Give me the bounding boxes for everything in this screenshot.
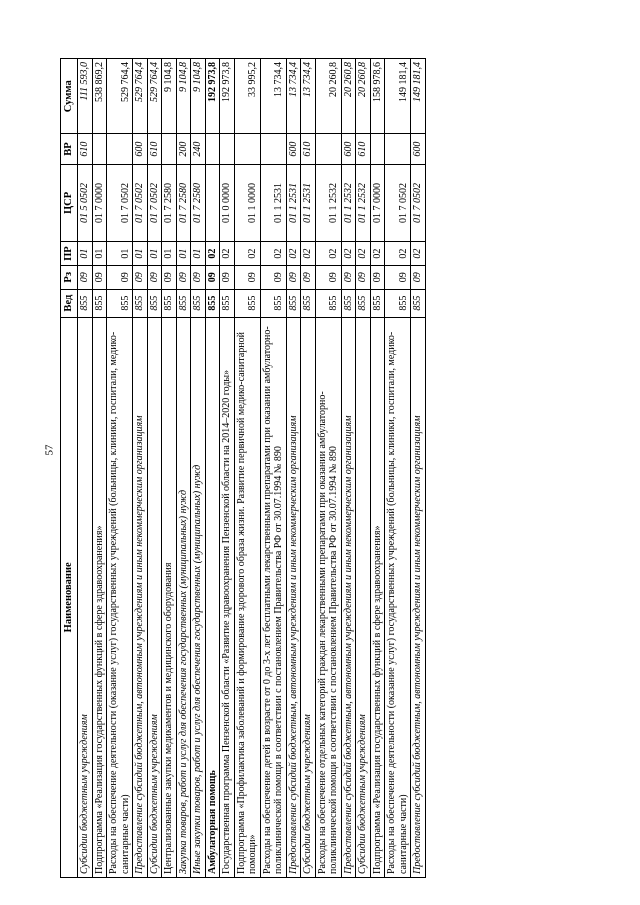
cell-ved: 855 <box>78 289 93 317</box>
cell-sum: 149 181,4 <box>385 59 411 134</box>
cell-name: Субсидии бюджетным учреждениям <box>301 317 316 877</box>
cell-sum: 9 104,8 <box>162 59 177 134</box>
cell-vr <box>162 134 177 164</box>
header-vr: ВР <box>61 134 78 164</box>
cell-pr: 01 <box>191 242 206 266</box>
cell-rz: 09 <box>92 265 107 289</box>
cell-pr: 01 <box>92 242 107 266</box>
cell-ved: 855 <box>107 289 133 317</box>
cell-pr: 01 <box>133 242 148 266</box>
cell-sum: 33 995,2 <box>234 59 260 134</box>
cell-rz: 09 <box>385 265 411 289</box>
cell-pr: 02 <box>234 242 260 266</box>
cell-pr: 02 <box>260 242 286 266</box>
header-rz: Рз <box>61 265 78 289</box>
table-row <box>385 59 411 878</box>
cell-name: Централизованные закупки медикаментов и медицинского оборудования <box>162 317 177 877</box>
cell-ved: 855 <box>356 289 371 317</box>
cell-rz: 09 <box>370 265 385 289</box>
table-row <box>176 59 191 878</box>
cell-csr: 01 0 0000 <box>220 164 235 242</box>
cell-csr: 01 1 2531 <box>286 164 301 242</box>
header-ved: Вед <box>61 289 78 317</box>
cell-csr: 01 7 0502 <box>147 164 162 242</box>
cell-pr: 01 <box>78 242 93 266</box>
cell-vr <box>385 134 411 164</box>
cell-sum: 20 260,8 <box>356 59 371 134</box>
cell-rz: 09 <box>78 265 93 289</box>
cell-sum: 529 764,4 <box>133 59 148 134</box>
cell-sum: 20 260,8 <box>341 59 356 134</box>
cell-vr <box>234 134 260 164</box>
cell-vr: 610 <box>147 134 162 164</box>
cell-ved: 855 <box>286 289 301 317</box>
cell-ved: 855 <box>147 289 162 317</box>
cell-pr: 01 <box>176 242 191 266</box>
cell-csr: 01 7 0000 <box>370 164 385 242</box>
table-row <box>162 59 177 878</box>
cell-name: Предоставление субсидий бюджетным, автономным учреждениям и иным некоммерческим организациям <box>411 317 426 877</box>
cell-sum: 13 734,4 <box>301 59 316 134</box>
cell-sum: 538 869,2 <box>92 59 107 134</box>
table-row <box>191 59 206 878</box>
cell-name: Субсидии бюджетным учреждениям <box>147 317 162 877</box>
cell-ved: 855 <box>220 289 235 317</box>
cell-vr: 610 <box>301 134 316 164</box>
cell-name: Субсидии бюджетным учреждениям <box>78 317 93 877</box>
cell-rz: 09 <box>191 265 206 289</box>
cell-name: Расходы на обеспечение детей в возрасте от 0 до 3-х лет бесплатными лекарственными препаратами при оказании амбулаторно-поликлинической помощи в соответствии с постановлением Правительства РФ от 30.07.1994 № 890 <box>260 317 286 877</box>
cell-vr <box>205 134 220 164</box>
cell-name: Иные закупки товаров, работ и услуг для обеспечения государственных (муниципальных) нужд <box>191 317 206 877</box>
cell-vr: 600 <box>133 134 148 164</box>
cell-name: Предоставление субсидий бюджетным, автономным учреждениям и иным некоммерческим организациям <box>286 317 301 877</box>
cell-rz: 09 <box>260 265 286 289</box>
cell-pr: 01 <box>107 242 133 266</box>
cell-vr <box>260 134 286 164</box>
cell-vr: 610 <box>356 134 371 164</box>
table-body <box>78 59 426 878</box>
cell-sum: 529 764,4 <box>147 59 162 134</box>
cell-ved: 855 <box>315 289 341 317</box>
table-row <box>147 59 162 878</box>
cell-pr: 02 <box>341 242 356 266</box>
cell-sum: 192 973,8 <box>205 59 220 134</box>
cell-csr: 01 7 2580 <box>162 164 177 242</box>
cell-name: Государственная программа Пензенской области «Развитие здравоохранения Пензенской области на 2014–2020 годы» <box>220 317 235 877</box>
page-number: 57 <box>43 444 56 456</box>
cell-csr: 01 1 2532 <box>315 164 341 242</box>
cell-sum: 149 181,4 <box>411 59 426 134</box>
table-row <box>107 59 133 878</box>
cell-csr: 01 1 0000 <box>234 164 260 242</box>
table-row <box>341 59 356 878</box>
table-row <box>78 59 93 878</box>
cell-vr: 600 <box>341 134 356 164</box>
cell-pr: 02 <box>356 242 371 266</box>
cell-ved: 855 <box>133 289 148 317</box>
cell-csr: 01 7 0502 <box>107 164 133 242</box>
cell-ved: 855 <box>176 289 191 317</box>
cell-name: Подпрограмма «Реализация государственных функций в сфере здравоохранения» <box>92 317 107 877</box>
header-sum: Сумма <box>61 59 78 134</box>
table-header-row <box>61 59 78 878</box>
table-row <box>234 59 260 878</box>
table-row <box>205 59 220 878</box>
cell-csr: 01 5 0502 <box>78 164 93 242</box>
cell-pr: 02 <box>411 242 426 266</box>
cell-ved: 855 <box>385 289 411 317</box>
cell-name: Расходы на обеспечение деятельности (оказание услуг) государственных учреждений (больницы, клиники, госпитали, медико-санитарные части) <box>107 317 133 877</box>
cell-rz: 09 <box>133 265 148 289</box>
cell-ved: 855 <box>341 289 356 317</box>
table-row <box>92 59 107 878</box>
cell-vr: 600 <box>286 134 301 164</box>
cell-csr: 01 1 2531 <box>260 164 286 242</box>
cell-vr <box>220 134 235 164</box>
header-name: Наименование <box>61 317 78 877</box>
table-row <box>315 59 341 878</box>
cell-vr: 240 <box>191 134 206 164</box>
cell-rz: 09 <box>147 265 162 289</box>
cell-csr: 01 7 2580 <box>191 164 206 242</box>
cell-ved: 855 <box>234 289 260 317</box>
cell-vr <box>107 134 133 164</box>
cell-pr: 02 <box>385 242 411 266</box>
cell-csr: 01 7 0502 <box>411 164 426 242</box>
table-row <box>286 59 301 878</box>
cell-sum: 158 978,6 <box>370 59 385 134</box>
cell-csr: 01 1 2532 <box>341 164 356 242</box>
cell-rz: 09 <box>220 265 235 289</box>
cell-csr: 01 7 0000 <box>92 164 107 242</box>
cell-pr: 02 <box>315 242 341 266</box>
cell-ved: 855 <box>162 289 177 317</box>
cell-ved: 855 <box>92 289 107 317</box>
cell-csr: 01 1 2532 <box>356 164 371 242</box>
cell-name: Предоставление субсидий бюджетным, автономным учреждениям и иным некоммерческим организациям <box>341 317 356 877</box>
cell-sum: 9 104,8 <box>176 59 191 134</box>
cell-csr: 01 7 2580 <box>176 164 191 242</box>
cell-name: Предоставление субсидий бюджетным, автономным учреждениям и иным некоммерческим организациям <box>133 317 148 877</box>
cell-pr: 01 <box>147 242 162 266</box>
cell-pr: 02 <box>370 242 385 266</box>
table-row <box>301 59 316 878</box>
header-pr: ПР <box>61 242 78 266</box>
cell-pr: 02 <box>205 242 220 266</box>
cell-vr: 200 <box>176 134 191 164</box>
cell-csr: 01 7 0502 <box>133 164 148 242</box>
table-row <box>133 59 148 878</box>
cell-vr <box>92 134 107 164</box>
header-csr: ЦСР <box>61 164 78 242</box>
cell-vr: 610 <box>78 134 93 164</box>
cell-name: Закупка товаров, работ и услуг для обеспечения государственных (муниципальных) нужд <box>176 317 191 877</box>
cell-sum: 13 734,4 <box>286 59 301 134</box>
rotated-page-content <box>60 58 578 878</box>
cell-sum: 192 973,8 <box>220 59 235 134</box>
cell-csr: 01 1 2531 <box>301 164 316 242</box>
cell-rz: 09 <box>162 265 177 289</box>
cell-csr: 01 7 0502 <box>385 164 411 242</box>
cell-sum: 13 734,4 <box>260 59 286 134</box>
cell-rz: 09 <box>411 265 426 289</box>
cell-vr: 600 <box>411 134 426 164</box>
cell-name: Подпрограмма «Профилактика заболеваний и формирование здорового образа жизни. Развитие первичной медико-санитарной помощи» <box>234 317 260 877</box>
cell-rz: 09 <box>107 265 133 289</box>
table-row <box>411 59 426 878</box>
cell-pr: 02 <box>286 242 301 266</box>
cell-rz: 09 <box>286 265 301 289</box>
cell-ved: 855 <box>411 289 426 317</box>
cell-ved: 855 <box>205 289 220 317</box>
cell-rz: 09 <box>234 265 260 289</box>
cell-rz: 09 <box>176 265 191 289</box>
cell-vr <box>315 134 341 164</box>
cell-sum: 20 260,8 <box>315 59 341 134</box>
cell-pr: 01 <box>162 242 177 266</box>
budget-table <box>60 58 426 878</box>
table-row <box>220 59 235 878</box>
cell-rz: 09 <box>301 265 316 289</box>
cell-rz: 09 <box>341 265 356 289</box>
table-row <box>356 59 371 878</box>
cell-vr <box>370 134 385 164</box>
cell-name: Амбулаторная помощь <box>205 317 220 877</box>
cell-rz: 09 <box>315 265 341 289</box>
cell-csr <box>205 164 220 242</box>
cell-sum: 111 593,0 <box>78 59 93 134</box>
cell-pr: 02 <box>301 242 316 266</box>
table-row <box>370 59 385 878</box>
cell-sum: 529 764,4 <box>107 59 133 134</box>
cell-name: Субсидии бюджетным учреждениям <box>356 317 371 877</box>
cell-pr: 02 <box>220 242 235 266</box>
table-row <box>260 59 286 878</box>
cell-name: Расходы на обеспечение отдельных категорий граждан лекарственными препаратами при оказании амбулаторно-поликлинической помощи в соответствии с постановлением Правительства РФ от 30.07.1994 № 890 <box>315 317 341 877</box>
cell-rz: 09 <box>356 265 371 289</box>
cell-ved: 855 <box>191 289 206 317</box>
cell-sum: 9 104,8 <box>191 59 206 134</box>
cell-ved: 855 <box>260 289 286 317</box>
cell-rz: 09 <box>205 265 220 289</box>
cell-name: Подпрограмма «Реализация государственных функций в сфере здравоохранения» <box>370 317 385 877</box>
cell-name: Расходы на обеспечение деятельности (оказание услуг) государственных учреждений (больницы, клиники, госпитали, медико-санитарные части) <box>385 317 411 877</box>
cell-ved: 855 <box>370 289 385 317</box>
cell-ved: 855 <box>301 289 316 317</box>
